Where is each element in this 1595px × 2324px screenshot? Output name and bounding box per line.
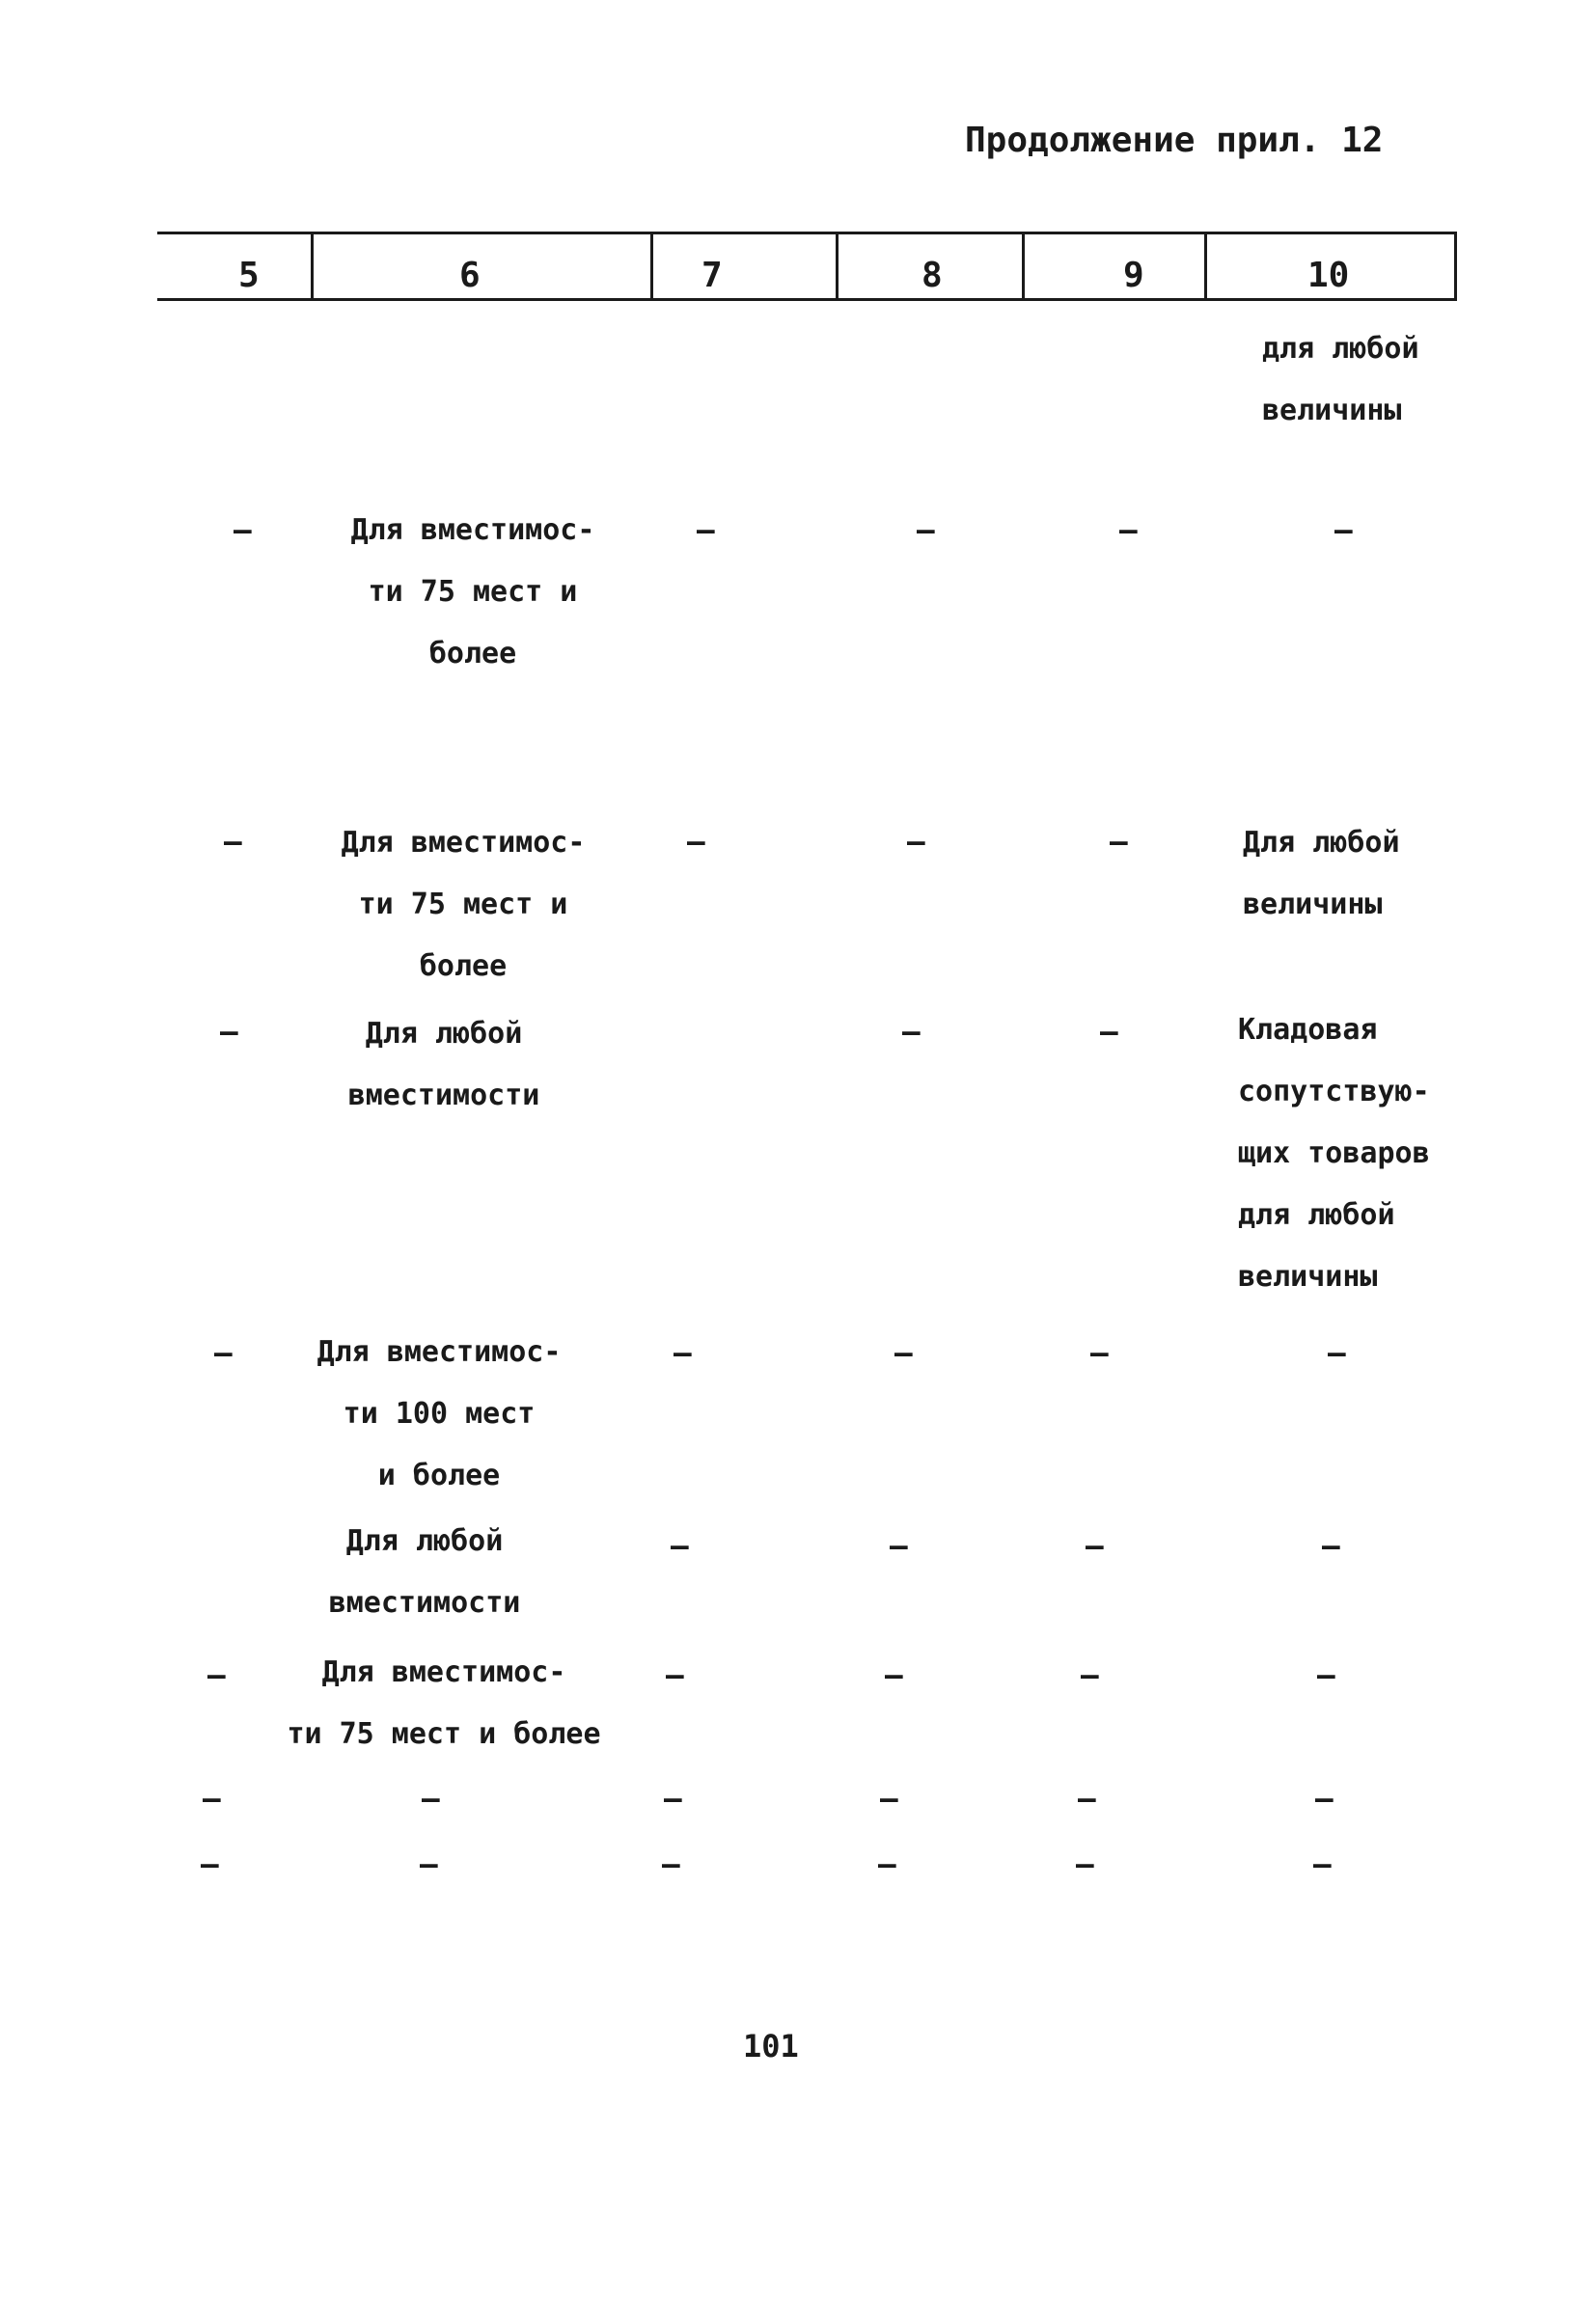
column-header-5: 5: [238, 256, 260, 295]
table-cell-r2-c5: –: [224, 825, 242, 860]
col-divider: [311, 232, 314, 301]
column-header-7: 7: [701, 256, 723, 295]
table-cell-r5-c9: –: [1086, 1529, 1104, 1564]
column-header-10: 10: [1307, 256, 1350, 295]
table-cell-r2-c7: –: [687, 825, 705, 860]
col-divider: [836, 232, 839, 301]
col-divider: [1022, 232, 1025, 301]
table-cell-r6-c8: –: [885, 1658, 903, 1693]
table-cell-r4-c9: –: [1090, 1336, 1109, 1371]
table-cell-r7-c8: –: [880, 1782, 898, 1817]
col-divider: [1204, 232, 1207, 301]
table-cell-r6-c9: –: [1081, 1658, 1099, 1693]
table-cell-r8-c5: –: [201, 1847, 219, 1882]
column-header-6: 6: [459, 256, 481, 295]
table-cell-r1-c9: –: [1119, 513, 1138, 548]
table-cell-r5-c8: –: [890, 1529, 908, 1564]
table-cell-r3-c9: –: [1100, 1015, 1118, 1050]
table-cell-r3-c5: –: [220, 1015, 238, 1050]
table-cell-r7-c10: –: [1315, 1782, 1334, 1817]
table-cell-r1-c6: Для вместимос- ти 75 мест и более: [350, 513, 595, 670]
table-cell-r4-c5: –: [214, 1336, 233, 1371]
table-cell-r2-c9: –: [1110, 825, 1128, 860]
table-cell-r2-c6: Для вместимос- ти 75 мест и более: [341, 826, 586, 983]
table-cell-r4-c7: –: [674, 1336, 692, 1371]
table-cell-r4-c6: Для вместимос- ти 100 мест и более: [316, 1335, 562, 1492]
table-cell-r6-c10: –: [1317, 1658, 1335, 1693]
table-cell-r7-c7: –: [664, 1782, 682, 1817]
table-cell-r1-c8: –: [917, 513, 935, 548]
table-cell-r5-c6: Для любой вместимости: [328, 1524, 521, 1620]
page-number: 101: [743, 2028, 799, 2064]
table-cell-r8-c9: –: [1076, 1847, 1094, 1882]
col-divider: [650, 232, 653, 301]
table-cell-r8-c10: –: [1313, 1847, 1332, 1882]
table-cell-r8-c6: –: [420, 1847, 438, 1882]
column-header-8: 8: [921, 256, 943, 295]
table-cell-r1-c7: –: [697, 513, 715, 548]
table-cell-r8-c7: –: [662, 1847, 680, 1882]
table-cell-r2-c10: Для любой величины: [1243, 826, 1400, 921]
table-cell-r1-c5: –: [234, 513, 252, 548]
table-cell-r1-c10: –: [1334, 513, 1353, 548]
table-cell-r6-c7: –: [666, 1658, 684, 1693]
table-cell-r2-c8: –: [907, 825, 925, 860]
table-cell-r5-c10: –: [1322, 1529, 1340, 1564]
table-cell-r0-c10: для любой величины: [1262, 332, 1419, 427]
table-cell-r6-c5: –: [207, 1658, 226, 1693]
table-cell-r4-c8: –: [894, 1336, 913, 1371]
page-header: Продолжение прил. 12: [965, 121, 1384, 160]
table-cell-r4-c10: –: [1328, 1336, 1346, 1371]
table-cell-r3-c6: Для любой вместимости: [347, 1017, 540, 1112]
table-cell-r7-c6: –: [422, 1782, 440, 1817]
table-cell-r3-c10: Кладовая сопутствую- щих товаров для любой величины: [1238, 1013, 1430, 1294]
table-cell-r8-c8: –: [878, 1847, 896, 1882]
table-cell-r5-c7: –: [671, 1529, 689, 1564]
table-cell-r3-c8: –: [902, 1015, 921, 1050]
table-top-rule: [157, 232, 1457, 234]
table-cell-r7-c9: –: [1078, 1782, 1096, 1817]
column-header-9: 9: [1123, 256, 1144, 295]
table-cell-r6-c6: Для вместимос- ти 75 мест и более: [287, 1655, 601, 1751]
col-divider: [1454, 232, 1457, 301]
table-header-bottom-rule: [157, 298, 1457, 301]
table-cell-r7-c5: –: [203, 1782, 221, 1817]
